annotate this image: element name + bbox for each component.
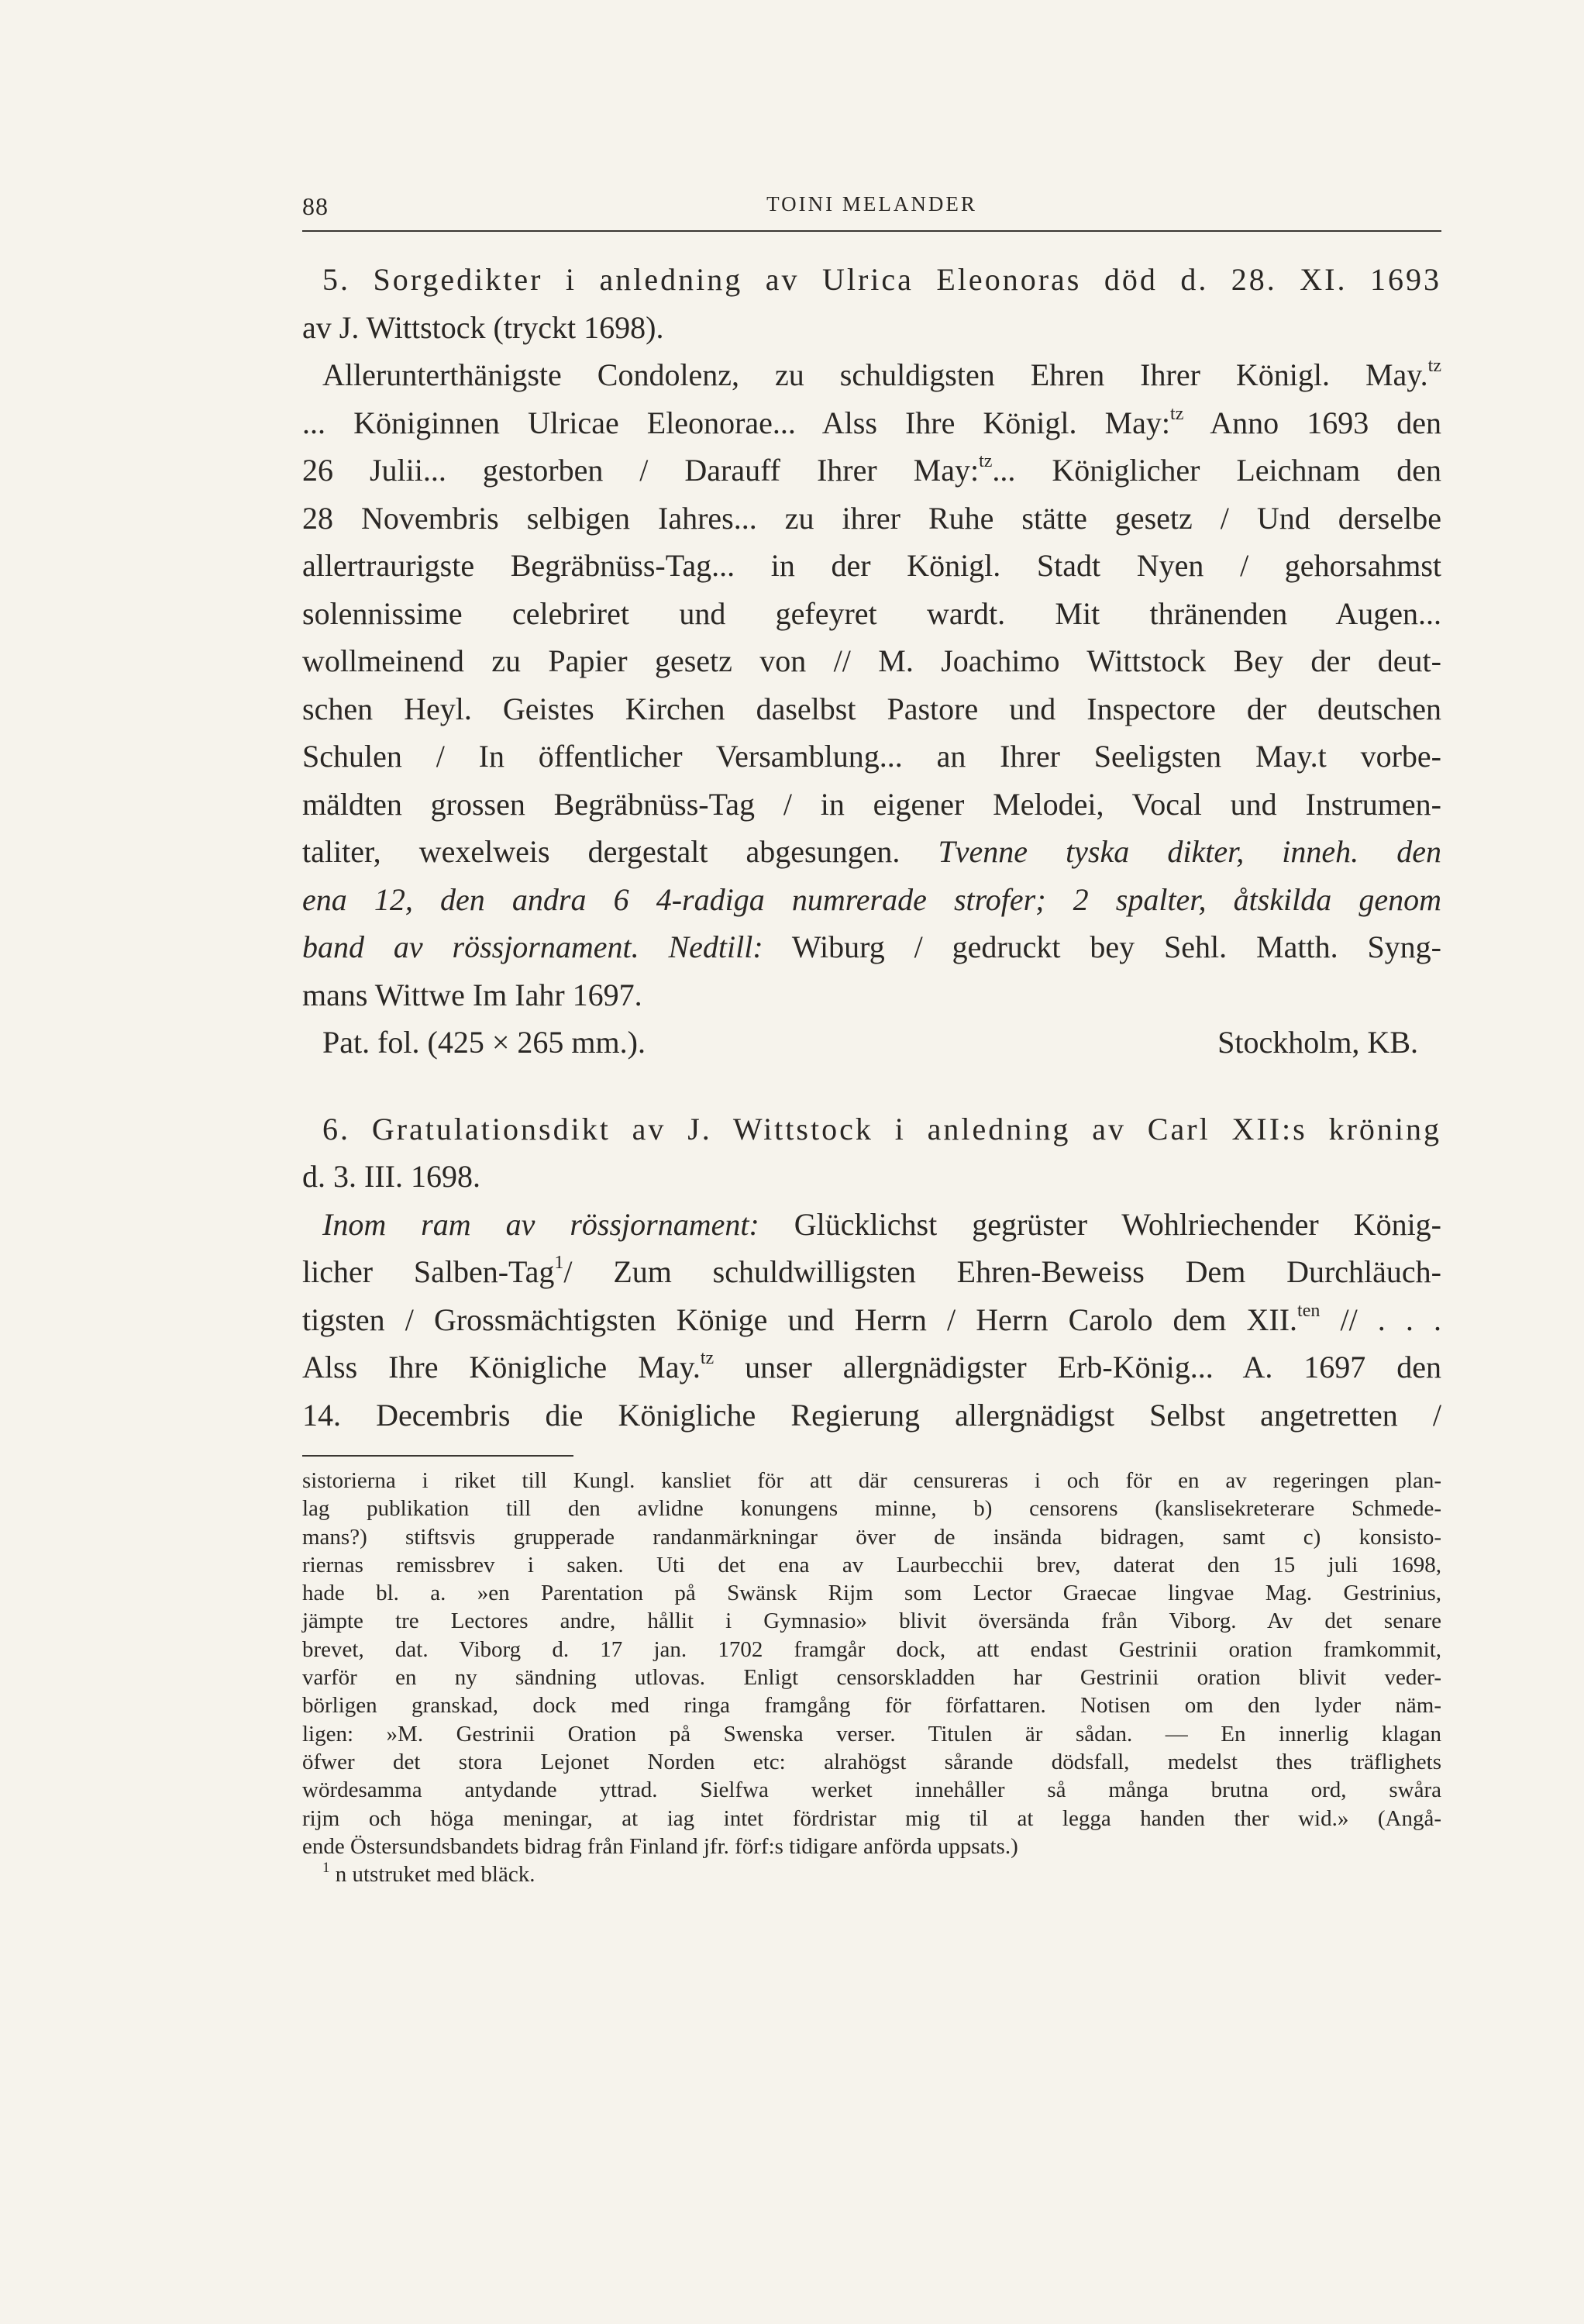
entry-spacer — [302, 1067, 1441, 1105]
entry-5-title-line-5: allertraurigste Begräbnüss-Tag... in der Königl. Stadt Nyen / gehorsahmst — [302, 548, 1441, 583]
entry-5-title-line-2: ... Königinnen Ulricae Eleonorae... Alss Ihre Königl. May:$^{tz}$ Anno 1693 den — [302, 403, 1442, 440]
main-text — [302, 256, 1441, 1439]
entry-5-description-line: ena 12, den andra 6 4-radiga numrerade strofer; 2 spalter, åtskilda genom — [302, 881, 1441, 917]
footnote-line: börligen granskad, dock med ringa framgång för författaren. Notisen om den lyder näm- — [302, 1693, 1441, 1719]
superscript-tz: tz — [700, 1348, 715, 1368]
footnote-ref-1: 1 — [554, 1253, 564, 1273]
entry-5-title-line-6: solennissime celebriret und gefeyret wardt. Mit thränenden Augen... — [302, 595, 1441, 631]
footnote-line: wördesamma antydande yttrad. Sielfwa werket innehåller så många brutna ord, swåra — [302, 1777, 1441, 1803]
footnote-marker: 1 — [322, 1860, 330, 1877]
entry-6-title-line-2: licher Salben-Tag$^1$/ Zum schuldwilligsten Ehren-Beweiss Dem Durchläuch- — [302, 1253, 1441, 1289]
entry-5-title-line-7: wollmeinend zu Papier gesetz von // M. Joachimo Wittstock Bey der deut- — [302, 643, 1441, 678]
entry-6-heading-line-1: 6. Gratulationsdikt av J. Wittstock i anledning av Carl XII:s kröning — [322, 1111, 1441, 1146]
footnote-line: hade bl. a. »en Parentation på Swänsk Rijm som Lector Graecae lingvae Mag. Gestrinius, — [302, 1581, 1441, 1606]
entry-5-location: Stockholm, KB. — [1217, 1025, 1418, 1060]
superscript-tz: tz — [1427, 356, 1441, 376]
entry-6-heading-line-2: d. 3. III. 1698. — [302, 1159, 480, 1194]
page-number: 88 — [302, 192, 329, 220]
entry-5-imprint-line-2: mans Wittwe Im Iahr 1697. — [302, 977, 642, 1012]
footnote-line: varför en ny sändning utlovas. Enligt censorskladden har Gestrinii oration blivit veder- — [302, 1665, 1441, 1691]
entry-5-title-line-3: 26 Julii... gestorben / Darauff Ihrer May:$^{tz}$... Königlicher Leichnam den — [302, 451, 1441, 488]
superscript-ten: ten — [1297, 1300, 1321, 1321]
footnote-line: mans?) stiftsvis grupperade randanmärkningar över de insända bidragen, samt c) konsisto- — [302, 1524, 1441, 1550]
footnote-1-text: n utstruket med bläck. — [335, 1862, 535, 1888]
entry-5-format: Pat. fol. (425 × 265 mm.). — [322, 1025, 646, 1060]
entry-5-title-line-1: Allerunterthänigste Condolenz, zu schuldigsten Ehren Ihrer Königl. May.$^{tz}$ — [322, 356, 1441, 392]
footnote-line: öfwer det stora Lejonet Norden etc: alrahögst sårande dödsfall, medelst thes träflighets — [302, 1749, 1441, 1774]
entry-5-heading-line-2: av J. Wittstock (tryckt 1698). — [302, 309, 664, 345]
entry-5-format-row — [302, 1019, 1441, 1067]
footnote-rule — [302, 1455, 573, 1457]
footnote-line: brevet, dat. Viborg d. 17 jan. 1702 framgår dock, att endast Gestrinii oration framkommit, — [302, 1636, 1441, 1662]
running-title: TOINI MELANDER — [766, 192, 977, 216]
entry-5 — [302, 256, 1441, 1067]
entry-5-title-line-11: taliter, wexelweis dergestalt abgesungen. Tvenne tyska dikter, inneh. den — [302, 834, 1442, 869]
footnote-line: riernas remissbrev i saken. Uti det ena av Laurbecchii brev, daterat den 15 juli 1698, — [302, 1552, 1441, 1577]
footnote-line: jämpte tre Lectores andre, hållit i Gymnasio» blivit översända från Viborg. Av det senare — [302, 1609, 1441, 1634]
footnote-line: rijm och höga meningar, at iag intet fördristar mig til at legga handen ther wid.» (Angå- — [302, 1805, 1441, 1831]
entry-5-heading-line-1: 5. Sorgedikter i anledning av Ulrica Eleonoras död d. 28. XI. 1693 — [322, 262, 1441, 297]
entry-6-title-line-5: 14. Decembris die Königliche Regierung allergnädigst Selbst angetretten / — [302, 1397, 1441, 1433]
footnote-line: lag publikation till den avlidne konungens minne, b) censorens (kanslisekreterare Schmede- — [302, 1496, 1441, 1522]
footnotes — [302, 1467, 1441, 1888]
entry-6-title-line-1: Inom ram av rössjornament: Glücklichst gegrüster Wohlriechender König- — [322, 1206, 1442, 1242]
entry-6 — [302, 1105, 1441, 1440]
header-rule — [302, 230, 1441, 232]
description-italic: Tvenne tyska dikter, inneh. den — [938, 834, 1442, 869]
entry-5-title-line-10: mäldten grossen Begräbnüss-Tag / in eigener Melodei, Vocal und Instrumen- — [302, 786, 1441, 822]
entry-5-imprint-line-1: band av rössjornament. Nedtill: Wiburg / gedruckt bey Sehl. Matth. Syng- — [302, 929, 1442, 964]
entry-6-title-line-3: tigsten / Grossmächtigsten Könige und Herrn / Herrn Carolo dem XII.$^{ten}$ // . . . — [302, 1300, 1441, 1337]
footnote-line: ligen: »M. Gestrinii Oration på Swenska verser. Titulen är sådan. — En innerlig klagan — [302, 1721, 1441, 1746]
entry-6-title-line-4: Alss Ihre Königliche May.$^{tz}$ unser allergnädigster Erb-König... A. 1697 den — [302, 1348, 1441, 1384]
superscript-tz: tz — [979, 451, 993, 471]
entry-5-title-line-8: schen Heyl. Geistes Kirchen daselbst Pastore und Inspectore der deutschen — [302, 691, 1441, 726]
footnote-line: sistorierna i riket till Kungl. kansliet för att där censureras i och för en av regeringen plan- — [302, 1468, 1441, 1493]
entry-5-title-line-9: Schulen / In öffentlicher Versamblung... an Ihrer Seeligsten May.t vorbe- — [302, 739, 1441, 774]
footnote-line: ende Östersundsbandets bidrag från Finland jfr. förf:s tidigare anförda uppsats.) — [302, 1833, 1018, 1859]
footnote-1 — [302, 1860, 1441, 1888]
superscript-tz: tz — [1170, 403, 1184, 424]
page-header — [302, 192, 1441, 229]
entry-5-title-line-4: 28 Novembris selbigen Iahres... zu ihrer Ruhe stätte gesetz / Und derselbe — [302, 500, 1441, 536]
